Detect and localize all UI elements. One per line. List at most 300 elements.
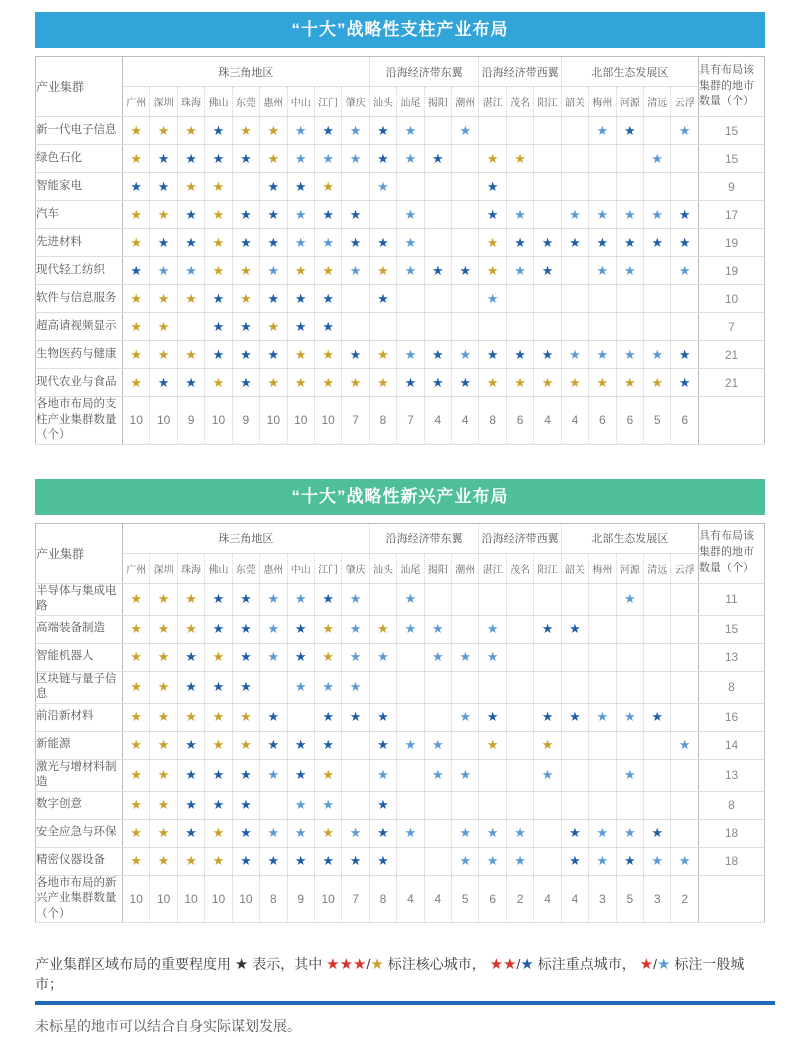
key-city-star: ★	[294, 649, 307, 665]
city-header: 河源	[616, 87, 643, 117]
general-city-star: ★	[432, 649, 444, 665]
city-rating-cell	[369, 285, 396, 313]
general-city-star: ★	[377, 649, 389, 665]
general-city-star: ★	[514, 262, 526, 278]
city-rating-cell	[205, 341, 232, 369]
city-rating-cell	[671, 341, 699, 369]
city-rating-cell	[287, 341, 314, 369]
city-rating-cell	[342, 731, 369, 759]
city-total-value: 9	[232, 397, 259, 445]
core-city-star: ★	[130, 150, 143, 166]
city-header: 广州	[123, 87, 150, 117]
city-rating-cell	[561, 671, 588, 703]
cluster-column-header: 产业集群	[36, 57, 123, 117]
key-city-star: ★	[596, 234, 609, 250]
city-total-value: 10	[150, 875, 177, 923]
city-header: 惠州	[260, 87, 287, 117]
city-rating-cell	[424, 285, 451, 313]
city-rating-cell	[232, 285, 259, 313]
city-rating-cell	[260, 615, 287, 643]
black-legend-star: ★	[234, 956, 249, 974]
core-city-star: ★	[130, 591, 143, 607]
city-total-value: 6	[506, 397, 533, 445]
key-city-star: ★	[267, 178, 280, 194]
city-header: 茂名	[506, 87, 533, 117]
city-rating-cell	[397, 313, 424, 341]
core-city-star: ★	[212, 825, 225, 841]
city-rating-cell	[177, 145, 204, 173]
city-rating-cell	[150, 341, 177, 369]
key-city-star: ★	[623, 122, 636, 138]
general-city-star: ★	[486, 825, 499, 841]
general-city-star: ★	[404, 234, 417, 250]
city-rating-cell	[150, 759, 177, 791]
city-rating-cell	[260, 731, 287, 759]
general-city-star: ★	[678, 122, 691, 138]
key-city-star: ★	[267, 853, 280, 869]
city-rating-cell	[479, 847, 506, 875]
industry-row	[36, 369, 765, 397]
city-rating-cell	[506, 583, 533, 615]
city-total-value: 7	[397, 397, 424, 445]
city-rating-cell	[561, 285, 588, 313]
city-rating-cell	[177, 201, 204, 229]
core-city-star: ★	[294, 374, 307, 390]
key-city-star: ★	[185, 234, 197, 250]
key-city-star: ★	[267, 234, 280, 250]
city-rating-cell	[123, 847, 150, 875]
city-rating-cell	[616, 731, 643, 759]
general-city-star: ★	[349, 122, 362, 138]
core-city-star: ★	[157, 621, 170, 637]
city-rating-cell	[534, 229, 561, 257]
city-rating-cell	[369, 819, 396, 847]
core-city-star: ★	[157, 206, 170, 222]
city-rating-cell	[369, 145, 396, 173]
key-city-star: ★	[240, 150, 252, 166]
city-rating-cell	[232, 117, 259, 145]
city-count-value: 15	[699, 615, 765, 643]
city-rating-cell	[424, 145, 451, 173]
general-city-star: ★	[432, 767, 444, 783]
pillar-industry-table	[35, 56, 765, 445]
city-rating-cell	[260, 369, 287, 397]
city-rating-cell	[506, 731, 533, 759]
core-city-star: ★	[212, 374, 225, 390]
city-rating-cell	[479, 791, 506, 819]
city-rating-cell	[479, 671, 506, 703]
city-rating-cell	[260, 847, 287, 875]
general-city-star: ★	[404, 825, 417, 841]
city-rating-cell	[232, 703, 259, 731]
key-city-star: ★	[212, 318, 225, 334]
key-city-star: ★	[240, 621, 252, 637]
city-rating-cell	[616, 759, 643, 791]
core-city-star: ★	[212, 262, 225, 278]
city-rating-cell	[369, 731, 396, 759]
city-rating-cell	[561, 201, 588, 229]
key-city-star: ★	[212, 767, 225, 783]
city-rating-cell	[534, 847, 561, 875]
city-rating-cell	[314, 583, 341, 615]
city-total-value: 10	[123, 397, 150, 445]
industry-label: 现代轻工纺织	[36, 257, 123, 285]
city-rating-cell	[589, 369, 616, 397]
general-city-star: ★	[404, 206, 417, 222]
city-total-value: 9	[287, 875, 314, 923]
city-rating-cell	[150, 671, 177, 703]
city-rating-cell	[424, 615, 451, 643]
city-rating-cell	[479, 703, 506, 731]
general-city-star: ★	[349, 649, 362, 665]
city-rating-cell	[452, 201, 479, 229]
key-city-star: ★	[294, 178, 307, 194]
core-city-star: ★	[569, 374, 581, 390]
key-city-star: ★	[651, 709, 664, 725]
red-legend-star: ★	[489, 956, 504, 974]
city-rating-cell	[534, 615, 561, 643]
key-city-star: ★	[459, 374, 472, 390]
city-rating-cell	[397, 201, 424, 229]
key-city-star: ★	[240, 853, 252, 869]
general-city-star: ★	[486, 649, 499, 665]
industry-label: 前沿新材料	[36, 703, 123, 731]
core-city-star: ★	[377, 374, 389, 390]
legend-text: /	[516, 956, 521, 973]
city-header: 惠州	[260, 553, 287, 583]
general-city-star: ★	[459, 649, 472, 665]
city-rating-cell	[644, 285, 671, 313]
city-rating-cell	[205, 285, 232, 313]
general-city-star: ★	[349, 621, 362, 637]
city-rating-cell	[150, 703, 177, 731]
general-city-star: ★	[349, 825, 362, 841]
city-total-value: 4	[534, 397, 561, 445]
general-city-star: ★	[541, 767, 554, 783]
general-city-star: ★	[157, 262, 170, 278]
city-rating-cell	[589, 643, 616, 671]
city-rating-cell	[424, 201, 451, 229]
industry-row	[36, 229, 765, 257]
city-total-value: 7	[342, 397, 369, 445]
city-rating-cell	[452, 229, 479, 257]
city-rating-cell	[424, 173, 451, 201]
core-city-star: ★	[130, 853, 143, 869]
city-rating-cell	[452, 117, 479, 145]
region-header: 珠三角地区	[123, 57, 370, 87]
key-city-star: ★	[157, 374, 170, 390]
city-rating-cell	[397, 703, 424, 731]
key-city-star: ★	[130, 262, 143, 278]
key-city-star: ★	[569, 234, 581, 250]
city-rating-cell	[177, 671, 204, 703]
city-rating-cell	[561, 117, 588, 145]
key-city-star: ★	[377, 290, 389, 306]
city-rating-cell	[123, 117, 150, 145]
city-total-value: 4	[424, 397, 451, 445]
city-rating-cell	[287, 671, 314, 703]
general-city-star: ★	[459, 709, 472, 725]
city-rating-cell	[452, 671, 479, 703]
city-rating-cell	[150, 229, 177, 257]
city-header: 韶关	[561, 553, 588, 583]
city-rating-cell	[479, 819, 506, 847]
city-rating-cell	[397, 615, 424, 643]
city-rating-cell	[287, 173, 314, 201]
industry-row	[36, 643, 765, 671]
core-city-star: ★	[157, 346, 170, 362]
city-rating-cell	[671, 173, 699, 201]
key-city-star: ★	[349, 346, 362, 362]
general-city-star: ★	[404, 591, 417, 607]
key-city-star: ★	[240, 346, 252, 362]
city-rating-cell	[260, 313, 287, 341]
city-rating-cell	[123, 201, 150, 229]
core-city-star: ★	[240, 737, 252, 753]
city-rating-cell	[397, 759, 424, 791]
city-header: 潮州	[452, 87, 479, 117]
key-city-star: ★	[432, 150, 444, 166]
city-rating-cell	[589, 313, 616, 341]
core-city-star: ★	[130, 825, 143, 841]
city-rating-cell	[671, 847, 699, 875]
city-rating-cell	[589, 759, 616, 791]
industry-label: 半导体与集成电路	[36, 583, 123, 615]
core-city-star: ★	[322, 621, 334, 637]
general-city-star: ★	[267, 591, 280, 607]
city-header: 梅州	[589, 87, 616, 117]
city-rating-cell	[644, 145, 671, 173]
red-legend-star: ★	[339, 956, 354, 974]
key-city-star: ★	[541, 709, 554, 725]
core-city-star: ★	[157, 767, 170, 783]
core-city-star: ★	[212, 737, 225, 753]
city-header: 清远	[644, 87, 671, 117]
city-rating-cell	[314, 201, 341, 229]
city-rating-cell	[561, 583, 588, 615]
star-legend	[35, 955, 765, 1037]
city-rating-cell	[342, 117, 369, 145]
key-city-star: ★	[130, 178, 143, 194]
city-rating-cell	[342, 145, 369, 173]
city-rating-cell	[506, 671, 533, 703]
city-rating-cell	[232, 671, 259, 703]
legend-text: /	[653, 956, 657, 973]
city-rating-cell	[424, 369, 451, 397]
city-header: 汕头	[369, 87, 396, 117]
city-rating-cell	[123, 731, 150, 759]
city-rating-cell	[589, 819, 616, 847]
city-rating-cell	[260, 643, 287, 671]
empty-cell	[699, 397, 765, 445]
city-header: 云浮	[671, 553, 699, 583]
key-city-star: ★	[486, 346, 499, 362]
key-city-star: ★	[267, 709, 280, 725]
city-header: 广州	[123, 553, 150, 583]
core-city-star: ★	[157, 825, 170, 841]
city-rating-cell	[205, 117, 232, 145]
city-rating-cell	[342, 847, 369, 875]
city-rating-cell	[232, 341, 259, 369]
city-rating-cell	[232, 819, 259, 847]
core-city-star: ★	[294, 346, 307, 362]
city-rating-cell	[616, 791, 643, 819]
city-rating-cell	[671, 257, 699, 285]
core-city-star: ★	[185, 290, 197, 306]
core-city-star: ★	[294, 262, 307, 278]
city-rating-cell	[616, 703, 643, 731]
general-city-star: ★	[623, 709, 636, 725]
city-header: 佛山	[205, 87, 232, 117]
city-rating-cell	[232, 257, 259, 285]
city-rating-cell	[616, 819, 643, 847]
city-header: 佛山	[205, 553, 232, 583]
city-rating-cell	[314, 173, 341, 201]
core-city-star: ★	[185, 853, 197, 869]
city-rating-cell	[369, 257, 396, 285]
city-rating-cell	[232, 313, 259, 341]
city-rating-cell	[314, 643, 341, 671]
city-rating-cell	[342, 285, 369, 313]
city-total-value: 5	[452, 875, 479, 923]
general-city-star: ★	[404, 122, 417, 138]
city-header: 珠海	[177, 87, 204, 117]
key-city-star: ★	[541, 262, 554, 278]
city-rating-cell	[534, 117, 561, 145]
city-rating-cell	[589, 201, 616, 229]
city-rating-cell	[616, 257, 643, 285]
city-rating-cell	[260, 759, 287, 791]
city-rating-cell	[342, 229, 369, 257]
core-city-star: ★	[377, 346, 389, 362]
city-total-value: 10	[177, 875, 204, 923]
general-city-star: ★	[486, 853, 499, 869]
city-rating-cell	[232, 759, 259, 791]
city-rating-cell	[506, 285, 533, 313]
core-city-star: ★	[185, 621, 197, 637]
city-rating-cell	[479, 759, 506, 791]
core-city-star: ★	[157, 737, 170, 753]
core-city-star: ★	[157, 290, 170, 306]
city-rating-cell	[397, 117, 424, 145]
city-rating-cell	[205, 671, 232, 703]
city-rating-cell	[534, 703, 561, 731]
city-rating-cell	[452, 791, 479, 819]
industry-label: 智能家电	[36, 173, 123, 201]
key-city-star: ★	[212, 122, 225, 138]
city-rating-cell	[287, 201, 314, 229]
city-rating-cell	[506, 819, 533, 847]
key-city-star: ★	[185, 767, 197, 783]
core-city-star: ★	[212, 206, 225, 222]
key-city-star: ★	[349, 234, 362, 250]
core-city-star: ★	[596, 374, 609, 390]
industry-label: 先进材料	[36, 229, 123, 257]
city-rating-cell	[123, 819, 150, 847]
city-rating-cell	[506, 201, 533, 229]
city-count-value: 15	[699, 145, 765, 173]
city-rating-cell	[561, 703, 588, 731]
core-city-star: ★	[130, 206, 143, 222]
industry-row	[36, 847, 765, 875]
city-count-value: 11	[699, 583, 765, 615]
key-city-star: ★	[541, 346, 554, 362]
core-city-star: ★	[130, 767, 143, 783]
general-city-star: ★	[651, 853, 664, 869]
city-rating-cell	[616, 173, 643, 201]
core-city-star: ★	[267, 318, 280, 334]
industry-label: 数字创意	[36, 791, 123, 819]
key-city-star: ★	[377, 825, 389, 841]
city-rating-cell	[644, 173, 671, 201]
general-city-star: ★	[678, 853, 691, 869]
key-city-star: ★	[185, 649, 197, 665]
city-header: 汕头	[369, 553, 396, 583]
city-rating-cell	[397, 671, 424, 703]
city-rating-cell	[150, 615, 177, 643]
city-total-value: 10	[260, 397, 287, 445]
city-rating-cell	[506, 369, 533, 397]
totals-label: 各地市布局的支柱产业集群数量（个）	[36, 397, 123, 445]
city-rating-cell	[479, 173, 506, 201]
city-rating-cell	[342, 173, 369, 201]
general-city-star: ★	[651, 346, 664, 362]
industry-label: 区块链与量子信息	[36, 671, 123, 703]
industry-label: 新能源	[36, 731, 123, 759]
city-rating-cell	[616, 847, 643, 875]
core-city-star: ★	[541, 737, 554, 753]
city-rating-cell	[123, 703, 150, 731]
city-rating-cell	[424, 791, 451, 819]
city-rating-cell	[287, 847, 314, 875]
key-city-star: ★	[294, 290, 307, 306]
core-city-star: ★	[240, 290, 252, 306]
pillar-table-title: “十大”战略性支柱产业布局	[35, 12, 765, 48]
city-rating-cell	[397, 229, 424, 257]
city-total-value: 10	[314, 875, 341, 923]
city-rating-cell	[534, 791, 561, 819]
city-rating-cell	[123, 341, 150, 369]
city-rating-cell	[342, 819, 369, 847]
key-city-star: ★	[240, 797, 252, 813]
city-rating-cell	[534, 759, 561, 791]
city-rating-cell	[561, 759, 588, 791]
general-city-star: ★	[623, 206, 636, 222]
key-city-star: ★	[377, 122, 389, 138]
general-city-star: ★	[514, 825, 526, 841]
general-city-star: ★	[486, 290, 499, 306]
city-rating-cell	[205, 615, 232, 643]
city-rating-cell	[616, 229, 643, 257]
city-rating-cell	[589, 731, 616, 759]
general-city-star: ★	[267, 825, 280, 841]
city-count-value: 19	[699, 257, 765, 285]
city-rating-cell	[616, 145, 643, 173]
general-city-star: ★	[596, 346, 609, 362]
city-rating-cell	[177, 313, 204, 341]
general-city-star: ★	[294, 122, 307, 138]
key-city-star: ★	[294, 767, 307, 783]
city-rating-cell	[616, 201, 643, 229]
city-rating-cell	[150, 201, 177, 229]
legend-text: /	[366, 956, 371, 973]
city-rating-cell	[397, 285, 424, 313]
city-rating-cell	[506, 313, 533, 341]
city-rating-cell	[452, 819, 479, 847]
city-rating-cell	[314, 791, 341, 819]
city-rating-cell	[123, 759, 150, 791]
core-city-star: ★	[514, 150, 526, 166]
